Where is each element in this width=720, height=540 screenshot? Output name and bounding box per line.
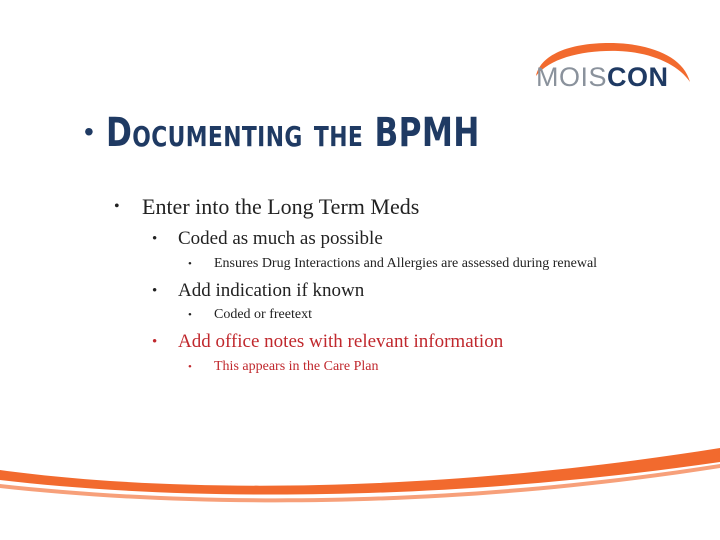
- logo-text-mois: MOIS: [536, 62, 608, 92]
- bullet-dot-icon: •: [152, 334, 158, 350]
- bullet-text: Add office notes with relevant information: [178, 331, 504, 352]
- footer-swoosh: [0, 440, 720, 540]
- logo-wordmark: [536, 62, 669, 93]
- bullet-text: Coded as much as possible: [178, 228, 383, 249]
- bullet-dot-icon: •: [114, 198, 120, 215]
- logo-text-con: CON: [607, 62, 669, 92]
- moiscon-logo: [528, 38, 698, 102]
- title-bullet-icon: •: [84, 116, 94, 147]
- bullet-text: Enter into the Long Term Meds: [142, 194, 420, 219]
- bullet-text: Ensures Drug Interactions and Allergies are assessed during renewal: [214, 256, 598, 271]
- bullet-dot-icon: •: [152, 283, 158, 299]
- bullet-dot-icon: •: [152, 231, 158, 247]
- bullet-text: This appears in the Care Plan: [214, 359, 379, 374]
- slide-title: Documenting the BPMH: [106, 110, 480, 156]
- bullet-dot-icon: •: [188, 258, 192, 270]
- bullet-text: Add indication if known: [178, 280, 365, 301]
- bullet-dot-icon: •: [188, 361, 192, 373]
- bullet-dot-icon: •: [188, 309, 192, 321]
- bullet-text: Coded or freetext: [214, 307, 312, 322]
